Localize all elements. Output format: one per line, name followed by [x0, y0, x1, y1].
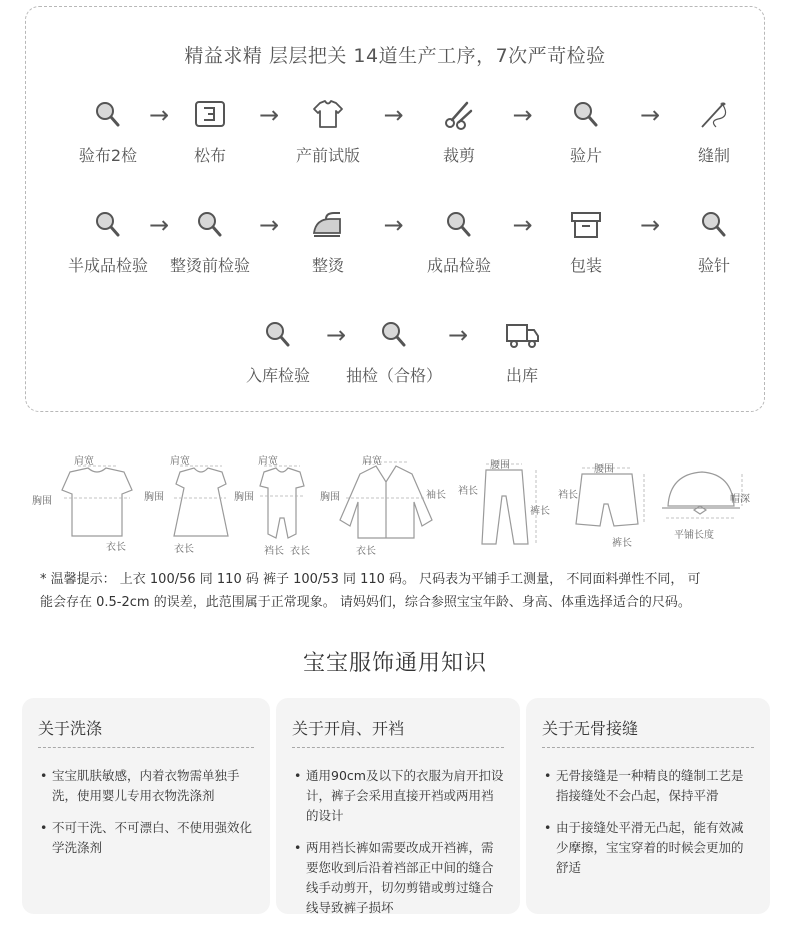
arrow-right-icon: →	[512, 101, 533, 129]
process-step	[150, 97, 270, 166]
process-step-label: 裁剪	[442, 146, 475, 165]
label-shoulder: 肩宽	[74, 456, 94, 467]
size-diagram-art	[30, 450, 760, 560]
arrow-right-icon: →	[259, 211, 280, 239]
label-chest: 胸围	[144, 492, 164, 503]
process-step	[462, 317, 582, 386]
process-step-label: 松布	[193, 146, 226, 165]
tshirt-outline	[62, 468, 132, 536]
process-step-label: 入库检验	[245, 366, 310, 385]
list-item: • 由于接缝处平滑无凸起，能有效减少摩擦，宝宝穿着的时候会更加的舒适	[542, 818, 754, 878]
jacket-outline	[340, 466, 432, 538]
process-step-label: 整烫	[311, 256, 344, 275]
card-title: 关于洗涤	[38, 716, 254, 748]
magnifier-icon	[441, 207, 477, 243]
hat-outline	[662, 472, 740, 508]
label-length: 衣长	[290, 546, 310, 557]
process-step	[654, 97, 774, 166]
fabric-roll-icon	[192, 97, 228, 133]
label-rise: 裆长	[558, 490, 578, 501]
list-item: • 不可干洗、不可漂白、不使用强效化学洗涤剂	[38, 818, 254, 858]
romper-outline	[260, 468, 304, 538]
process-step-label: 产前试版	[295, 146, 360, 165]
arrow-right-icon: →	[640, 211, 661, 239]
card-title: 关于无骨接缝	[542, 716, 754, 748]
process-step-label: 成品检验	[426, 256, 491, 275]
label-shoulder: 肩宽	[258, 456, 278, 467]
arrow-right-icon: →	[259, 101, 280, 129]
truck-icon	[504, 317, 540, 353]
process-step	[218, 317, 338, 386]
process-step	[268, 97, 388, 166]
label-depth: 帽深	[730, 494, 750, 505]
process-title: 精益求精 层层把关 14道生产工序，7次严苛检验	[184, 45, 606, 67]
magnifier-icon	[696, 207, 732, 243]
label-inseam: 裆长	[264, 546, 284, 557]
card-title: 关于开肩、开裆	[292, 716, 504, 748]
dress-outline	[174, 468, 228, 536]
list-item: • 两用裆长裤如需要改成开裆裤，需要您收到后沿着裆部正中间的缝合线手动剪开，切勿剪错或剪过缝合线导致裤子损坏	[292, 838, 504, 918]
process-step-label: 包装	[569, 256, 602, 275]
card-opening	[276, 698, 520, 914]
size-note	[40, 568, 760, 614]
process-step	[526, 97, 646, 166]
arrow-right-icon: →	[640, 101, 661, 129]
label-length: 裤长	[530, 506, 550, 517]
arrow-right-icon: →	[448, 321, 469, 349]
box-icon	[568, 207, 604, 243]
magnifier-icon	[192, 207, 228, 243]
tshirt-icon	[310, 97, 346, 133]
process-step	[654, 207, 774, 276]
shorts-outline	[576, 474, 638, 526]
process-step-label: 整烫前检验	[169, 256, 250, 275]
label-shoulder: 肩宽	[362, 456, 382, 467]
label-length: 裤长	[612, 538, 632, 549]
process-step-label: 出库	[505, 366, 538, 385]
label-length: 衣长	[174, 544, 194, 555]
process-step-label: 半成品检验	[67, 256, 148, 275]
process-step	[399, 97, 519, 166]
process-step	[334, 317, 454, 386]
magnifier-icon	[90, 207, 126, 243]
note-line-2: 能会存在 0.5-2cm 的误差，此范围属于正常现象。 请妈妈们，综合参照宝宝年龄、身高、体重选择适合的尺码。	[40, 595, 691, 610]
arrow-right-icon: →	[383, 211, 404, 239]
process-step	[150, 207, 270, 276]
bow-icon	[694, 506, 706, 514]
label-chest: 胸围	[234, 492, 254, 503]
arrow-right-icon: →	[149, 101, 170, 129]
magnifier-icon	[260, 317, 296, 353]
pants-outline	[482, 470, 528, 544]
label-chest: 胸围	[320, 492, 340, 503]
label-shoulder: 肩宽	[170, 456, 190, 467]
note-line-1: * 温馨提示： 上衣 100/56 同 110 码 裤子 100/53 同 110 码。 尺码表为平铺手工测量， 不同面料弹性不同， 可	[40, 572, 701, 587]
process-step-label: 缝制	[697, 146, 730, 165]
label-width: 平铺长度	[674, 530, 714, 541]
size-diagrams	[30, 450, 760, 560]
label-waist: 腰围	[594, 464, 614, 475]
arrow-right-icon: →	[383, 101, 404, 129]
knowledge-title: 宝宝服饰通用知识	[302, 651, 487, 676]
magnifier-icon	[90, 97, 126, 133]
arrow-right-icon: →	[326, 321, 347, 349]
process-panel	[25, 6, 765, 412]
list-item: • 宝宝肌肤敏感，内着衣物需单独手洗，使用婴儿专用衣物洗涤剂	[38, 766, 254, 806]
process-step-label: 抽检（合格）	[345, 366, 442, 385]
needle-icon	[696, 97, 732, 133]
magnifier-icon	[376, 317, 412, 353]
list-item: • 通用90cm及以下的衣服为肩开扣设计，裤子会采用直接开裆或两用裆的设计	[292, 766, 504, 826]
magnifier-icon	[568, 97, 604, 133]
process-step	[526, 207, 646, 276]
label-rise: 裆长	[458, 486, 478, 497]
scissors-icon	[441, 97, 477, 133]
process-step-label: 验布2检	[78, 146, 138, 165]
card-washing	[22, 698, 270, 914]
label-length: 衣长	[356, 546, 376, 557]
arrow-right-icon: →	[512, 211, 533, 239]
label-sleeve: 袖长	[426, 490, 446, 501]
process-step-label: 验片	[569, 146, 602, 165]
label-waist: 腰围	[490, 460, 510, 471]
card-seamless	[526, 698, 770, 914]
process-step-label: 验针	[697, 256, 730, 275]
label-chest: 胸围	[32, 496, 52, 507]
process-step	[268, 207, 388, 276]
arrow-right-icon: →	[149, 211, 170, 239]
label-length: 衣长	[106, 542, 126, 553]
process-step	[399, 207, 519, 276]
list-item: • 无骨接缝是一种精良的缝制工艺是指接缝处不会凸起，保持平滑	[542, 766, 754, 806]
iron-icon	[310, 207, 346, 243]
